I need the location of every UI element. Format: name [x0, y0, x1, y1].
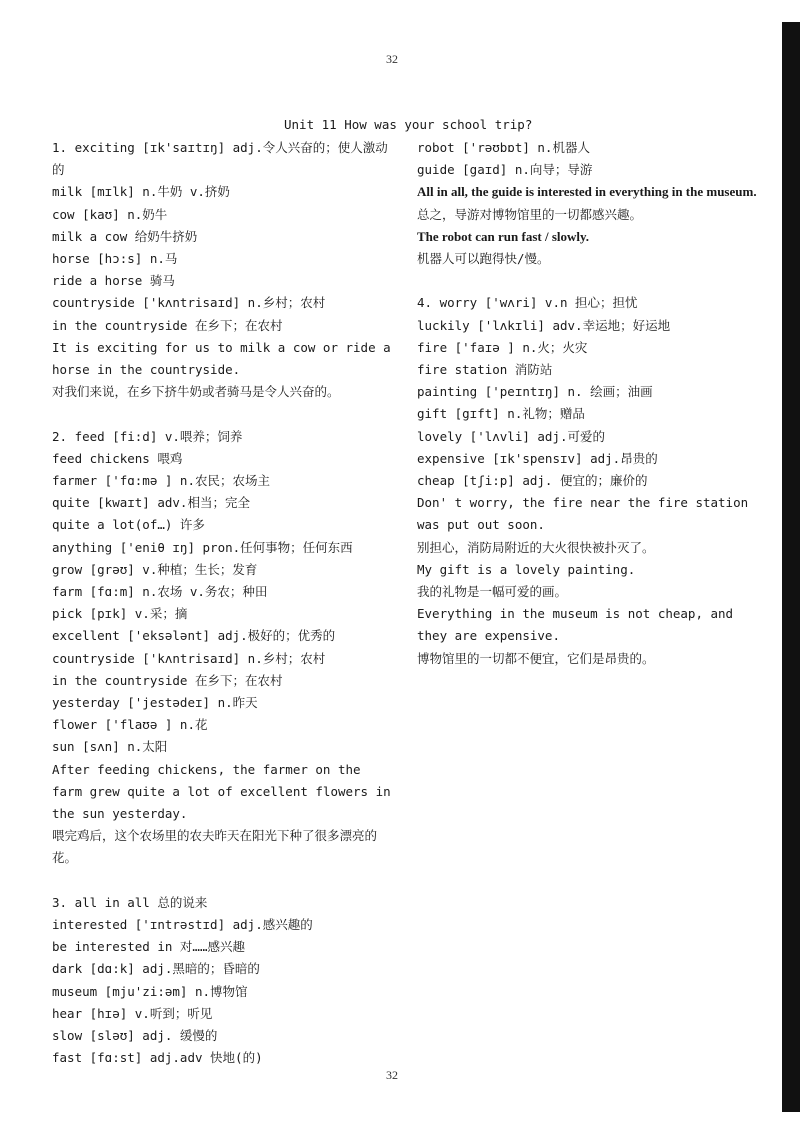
text-line: cheap [tʃi:p] adj. 便宜的；廉价的	[417, 473, 648, 489]
text-line: cow [kaʊ] n.奶牛	[52, 206, 168, 222]
text-line: My gift is a lovely painting.	[417, 561, 636, 577]
left-column	[52, 137, 397, 1070]
text-line: After feeding chickens, the farmer on the farm grew quite a lot of excellent flowers in the sun yesterday.	[52, 761, 399, 822]
text-line: 3. all in all 总的说来	[52, 894, 208, 910]
text-line: farmer ['fɑ:mə ] n.农民；农场主	[52, 473, 270, 489]
text-line: slow [sləʊ] adj. 缓慢的	[52, 1028, 218, 1044]
text-line: lovely ['lʌvli] adj.可爱的	[417, 428, 606, 444]
text-line: museum [mju'zi:əm] n.博物馆	[52, 983, 248, 999]
text-line: countryside ['kʌntrisaɪd] n.乡村；农村	[52, 295, 326, 311]
text-line: The robot can run fast / slowly.	[417, 228, 590, 244]
text-line: pick [pɪk] v.采；摘	[52, 606, 188, 622]
text-line: interested ['ɪntrəstɪd] adj.感兴趣的	[52, 917, 313, 933]
text-line: 喂完鸡后，这个农场里的农夫昨天在阳光下种了很多漂亮的花。	[52, 828, 378, 866]
text-line: 2. feed [fi:d] v.喂养；饲养	[52, 428, 243, 444]
text-line: robot ['rəʊbɒt] n.机器人	[417, 140, 590, 155]
text-line: anything ['eniθ ɪŋ] pron.任何事物；任何东西	[52, 539, 353, 555]
text-line: Everything in the museum is not cheap, and they are expensive.	[417, 606, 741, 644]
right-column	[417, 137, 757, 670]
text-line: 总之，导游对博物馆里的一切都感兴趣。	[417, 206, 643, 222]
text-line: horse [hɔ:s] n.马	[52, 251, 178, 267]
text-line: painting ['peɪntɪŋ] n. 绘画；油画	[417, 384, 653, 400]
text-line: gift [gɪft] n.礼物；赠品	[417, 406, 585, 422]
text-line: dark [dɑ:k] adj.黑暗的；昏暗的	[52, 961, 260, 977]
text-line: hear [hɪə] v.听到；听见	[52, 1005, 213, 1021]
text-line: milk [mɪlk] n.牛奶 v.挤奶	[52, 184, 230, 200]
text-line: expensive [ɪk'spensɪv] adj.昂贵的	[417, 450, 658, 466]
scan-edge-shadow	[782, 22, 800, 1112]
text-line: fire station 消防站	[417, 362, 553, 378]
text-line: in the countryside 在乡下；在农村	[52, 672, 283, 688]
text-line: flower ['flaʊə ] n.花	[52, 717, 208, 733]
text-line: luckily ['lʌkɪli] adv.幸运地；好运地	[417, 317, 671, 333]
unit-title: Unit 11 How was your school trip?	[284, 117, 533, 132]
section-spacer	[52, 870, 397, 892]
text-line: fast [fɑ:st] adj.adv 快地(的)	[52, 1050, 263, 1066]
text-line: 对我们来说，在乡下挤牛奶或者骑马是令人兴奋的。	[52, 384, 340, 400]
text-line: milk a cow 给奶牛挤奶	[52, 228, 198, 244]
text-line: quite a lot(of…) 许多	[52, 517, 205, 533]
text-line: feed chickens 喂鸡	[52, 450, 183, 466]
text-line: quite [kwaɪt] adv.相当；完全	[52, 495, 250, 511]
text-line: 机器人可以跑得快/慢。	[417, 251, 550, 267]
page-number-top: 32	[386, 52, 398, 66]
text-line: guide [gaɪd] n.向导；导游	[417, 162, 593, 178]
text-line: 4. worry ['wʌri] v.n 担心；担忧	[417, 295, 638, 311]
page-number-bottom: 32	[386, 1068, 398, 1082]
text-line: in the countryside 在乡下；在农村	[52, 317, 283, 333]
text-line: sun [sʌn] n.太阳	[52, 739, 168, 755]
text-line: yesterday ['jestədeɪ] n.昨天	[52, 695, 258, 711]
text-line: 1. exciting [ɪk'saɪtɪŋ] adj.令人兴奋的；使人激动的	[52, 140, 388, 178]
section-spacer	[417, 270, 757, 292]
text-line: All in all, the guide is interested in everything in the museum.	[417, 184, 757, 200]
text-line: farm [fɑ:m] n.农场 v.务农；种田	[52, 584, 268, 600]
text-line: excellent ['eksələnt] adj.极好的；优秀的	[52, 628, 336, 644]
text-line: be interested in 对……感兴趣	[52, 939, 245, 955]
text-line: 别担心，消防局附近的大火很快被扑灭了。	[417, 539, 655, 555]
text-line: Don' t worry, the fire near the fire station was put out soon.	[417, 495, 756, 533]
text-line: 我的礼物是一幅可爱的画。	[417, 584, 568, 600]
text-line: grow [grəʊ] v.种植；生长；发育	[52, 561, 258, 577]
text-line: 博物馆里的一切都不便宜，它们是昂贵的。	[417, 650, 655, 666]
text-line: ride a horse 骑马	[52, 273, 175, 289]
section-spacer	[52, 403, 397, 425]
text-line: It is exciting for us to milk a cow or ride a horse in the countryside.	[52, 339, 399, 378]
text-line: countryside ['kʌntrisaɪd] n.乡村；农村	[52, 650, 326, 666]
text-line: fire ['faɪə ] n.火；火灾	[417, 339, 588, 355]
